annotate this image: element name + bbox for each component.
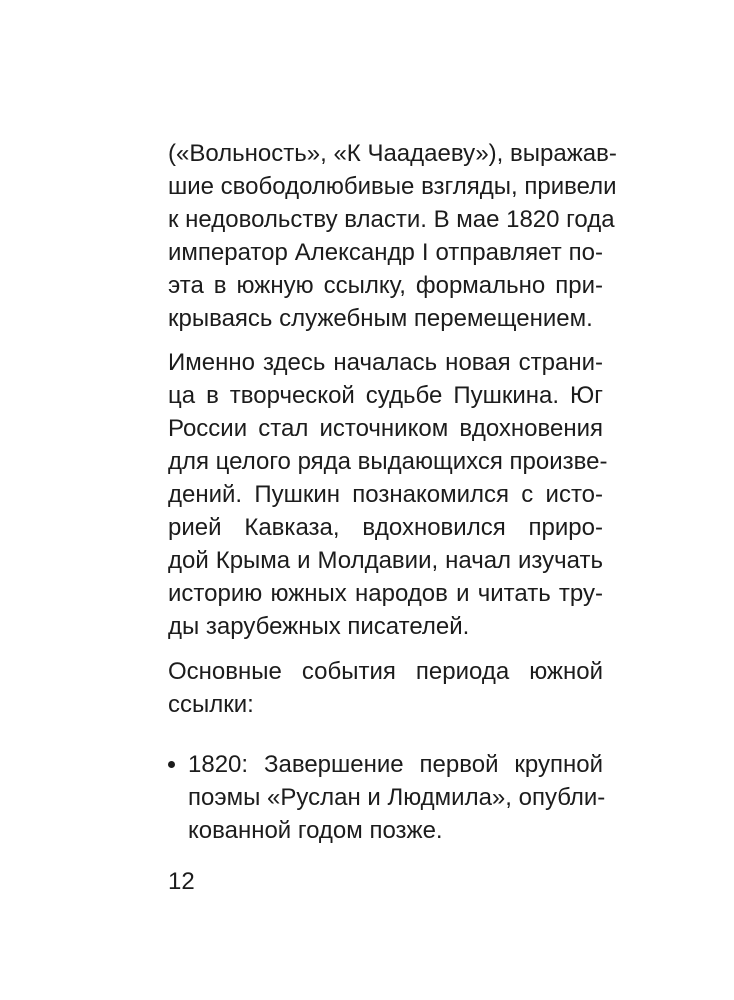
text-line: император Александр I отправляет по- <box>168 239 603 266</box>
text-line: поэмы «Руслан и Людмила», опубли- <box>188 784 606 811</box>
text-line: («Вольность», «К Чаадаеву»), выражав- <box>168 140 617 167</box>
text-line: ца в творческой судьбе Пушкина. Юг <box>168 382 603 409</box>
paragraph-3 <box>168 655 603 721</box>
text-line: Основные события периода южной <box>168 658 603 685</box>
text-line: историю южных народов и читать тру- <box>168 580 603 607</box>
text-line: для целого ряда выдающихся произве- <box>168 448 608 475</box>
text-line: рией Кавказа, вдохновился приро- <box>168 514 603 541</box>
bullet-icon <box>168 761 175 768</box>
paragraph-2 <box>168 346 608 643</box>
page-number: 12 <box>168 868 195 895</box>
text-line: шие свободолюбивые взгляды, привели <box>168 173 617 200</box>
text-line: ссылки: <box>168 691 254 718</box>
text-line: дой Крыма и Молдавии, начал изучать <box>168 547 603 574</box>
events-list <box>168 748 606 847</box>
paragraph-1 <box>168 137 617 335</box>
text-line: крываясь служебным перемещением. <box>168 305 593 332</box>
text-line: Именно здесь началась новая страни- <box>168 349 603 376</box>
text-line: кованной годом позже. <box>188 817 443 844</box>
list-item <box>168 748 606 847</box>
text-line: России стал источником вдохновения <box>168 415 603 442</box>
text-line: эта в южную ссылку, формально при- <box>168 272 603 299</box>
text-line: ды зарубежных писателей. <box>168 613 470 640</box>
text-line: к недовольству власти. В мае 1820 года <box>168 206 615 233</box>
text-line: 1820: Завершение первой крупной <box>188 751 603 778</box>
text-line: дений. Пушкин познакомился с исто- <box>168 481 603 508</box>
